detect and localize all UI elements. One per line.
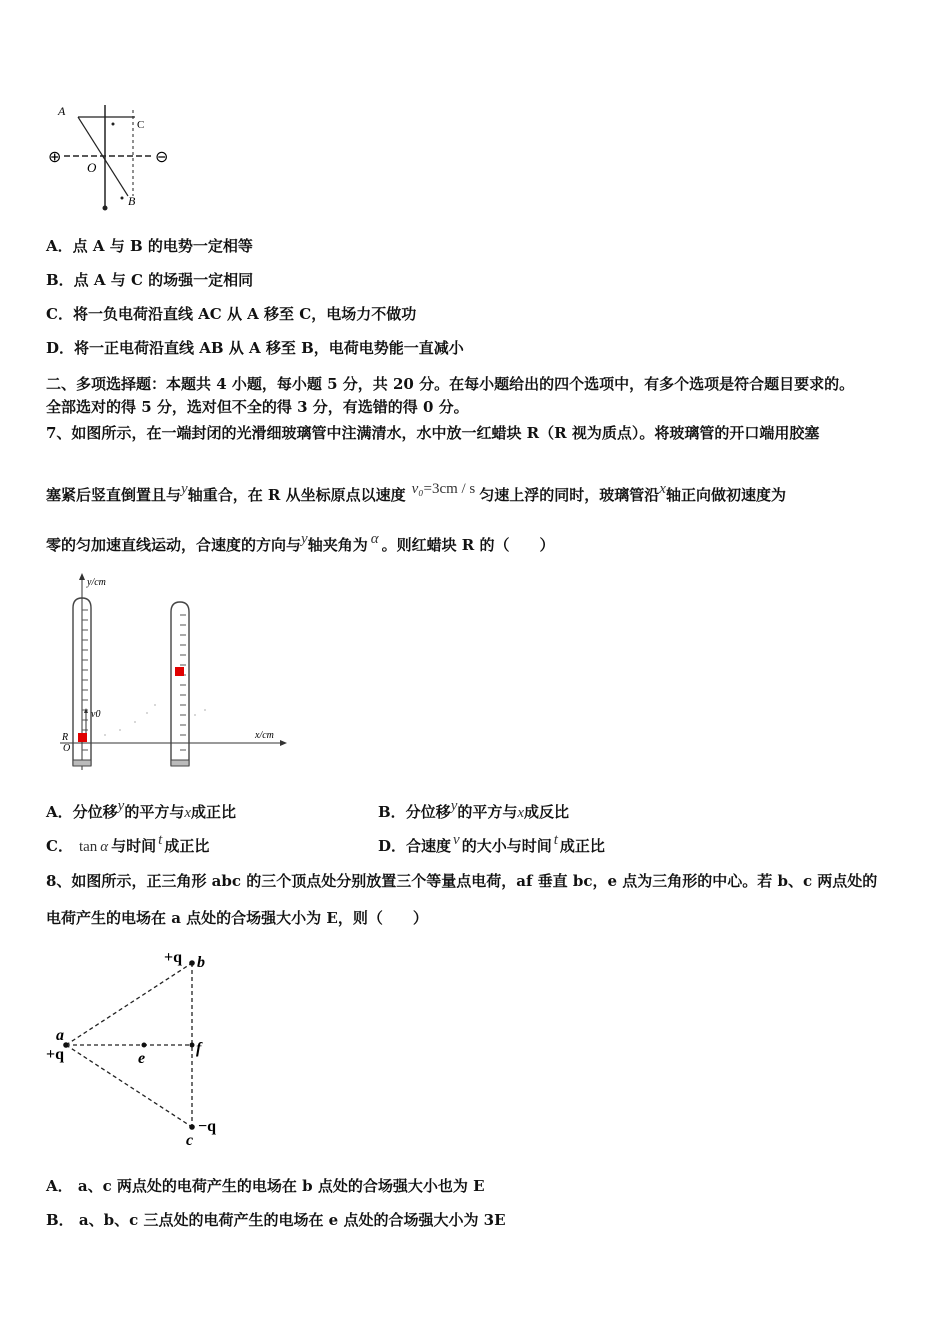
q8-stem-line1: 8、如图所示，正三角形 abc 的三个顶点处分别放置三个等量点电荷，af 垂直 bc，e 点为三角形的中心。若 b、c 两点处的 [46,872,878,890]
q7-b-y: y [450,798,458,814]
q7-y2: y [301,531,308,547]
q7-c-t: t [158,832,163,848]
fig8-label-a: a [56,1027,64,1044]
q7-b-x: x [517,805,525,821]
fig7-label-v0: v0 [91,709,101,720]
q7-option-c [46,832,210,857]
q7-l2d: 轴正向做初速度为 [665,486,786,504]
fig1-label-a: A [58,104,66,118]
q7-l3a: 零的匀加速直线运动，合速度的方向与 [46,536,302,554]
q6-option-c: C．将一负电荷沿直线 AC 从 A 移至 C，电场力不做功 [46,305,417,323]
fig8-label-e: e [138,1050,146,1067]
q7-c-tan: tan [78,839,98,855]
q8-option-a: A． a、c 两点处的电荷产生的电场在 b 点处的合场强大小也为 E [46,1177,485,1195]
q7-b2: 的平方与 [457,803,518,821]
q7-l2a: 塞紧后竖直倒置且与 [46,486,182,504]
q7-c1: C． [46,837,73,855]
q7-a-x: x [184,805,191,821]
q8-stem-line2: 电荷产生的电场在 a 点处的合场强大小为 E，则（ ） [46,909,428,927]
section2-line1: 二、多项选择题：本题共 4 小题，每小题 5 分，共 20 分。在每小题给出的四个选项中，有多个选项是符合题目要求的。 [46,375,855,393]
fig8-label-c: c [186,1132,194,1149]
q7-c3: 成正比 [164,837,210,855]
q7-a-y: y [117,798,125,814]
fig7-label-x: x/cm [255,730,274,741]
fig8-label-mc: −q [198,1118,217,1135]
figure-field-lines [40,100,180,215]
section2-line2: 全部选对的得 5 分，选对但不全的得 3 分，有选错的得 0 分。 [46,398,469,416]
q6-option-a: A．点 A 与 B 的电势一定相等 [46,237,253,255]
fig1-label-b: B [128,194,136,208]
figure-glass-tubes [55,570,295,775]
fig7-label-y: y/cm [87,577,106,588]
q7-stem-line1: 7、如图所示，在一端封闭的光滑细玻璃管中注满清水，水中放一红蜡块 R（R 视为质点）。将玻璃管的开口端用胶塞 [46,424,820,442]
q7-v0: v₀ [411,481,424,497]
fig8-label-b: b [197,954,205,971]
q7-stem-line2 [46,481,786,506]
fig8-label-pb: +q [164,949,183,966]
q7-alpha: α [370,531,379,547]
q7-b3: 成反比 [524,803,570,821]
q7-d1: D．合速度 [378,837,452,855]
q7-a1: A．分位移 [46,803,118,821]
q7-d-t: t [553,832,558,848]
q7-d2: 的大小与时间 [461,837,552,855]
q7-option-b [378,798,570,823]
fig1-label-minus: ⊖ [155,149,169,166]
q7-l2c: 匀速上浮的同时，玻璃管沿 [479,486,660,504]
q8-option-b: B． a、b、c 三点处的电荷产生的电场在 e 点处的合场强大小为 3E [46,1211,506,1229]
figure-triangle-charges [40,945,240,1150]
fig8-label-pa: +q [46,1046,65,1063]
fig1-label-c: C [137,119,145,131]
q7-l3c: 。则红蜡块 R 的（ ） [381,536,555,554]
q7-eq: =3cm / s [423,481,476,497]
q7-a3: 成正比 [191,803,237,821]
q7-d3: 成正比 [559,837,605,855]
fig7-label-o: O [63,743,71,754]
q7-l2b: 轴重合，在 R 从坐标原点以速度 [187,486,406,504]
q7-a2: 的平方与 [124,803,185,821]
q7-stem-line3 [46,531,555,556]
q7-x: x [659,481,666,497]
fig1-label-plus: ⊕ [48,149,62,166]
q7-d-v: v [453,832,460,848]
q7-c2: 与时间 [111,837,157,855]
q6-option-b: B．点 A 与 C 的场强一定相同 [46,271,254,289]
fig8-label-f: f [196,1040,202,1057]
q7-option-d [378,832,605,857]
q7-option-a [46,798,237,823]
fig7-label-r: R [62,732,69,743]
q6-option-d: D．将一正电荷沿直线 AB 从 A 移至 B，电荷电势能一直减小 [46,339,464,357]
q7-l3b: 轴夹角为 [307,536,368,554]
fig1-label-o: O [87,160,97,175]
q7-b1: B．分位移 [378,803,451,821]
q7-y: y [181,481,188,497]
q7-c-alpha: α [100,839,109,855]
